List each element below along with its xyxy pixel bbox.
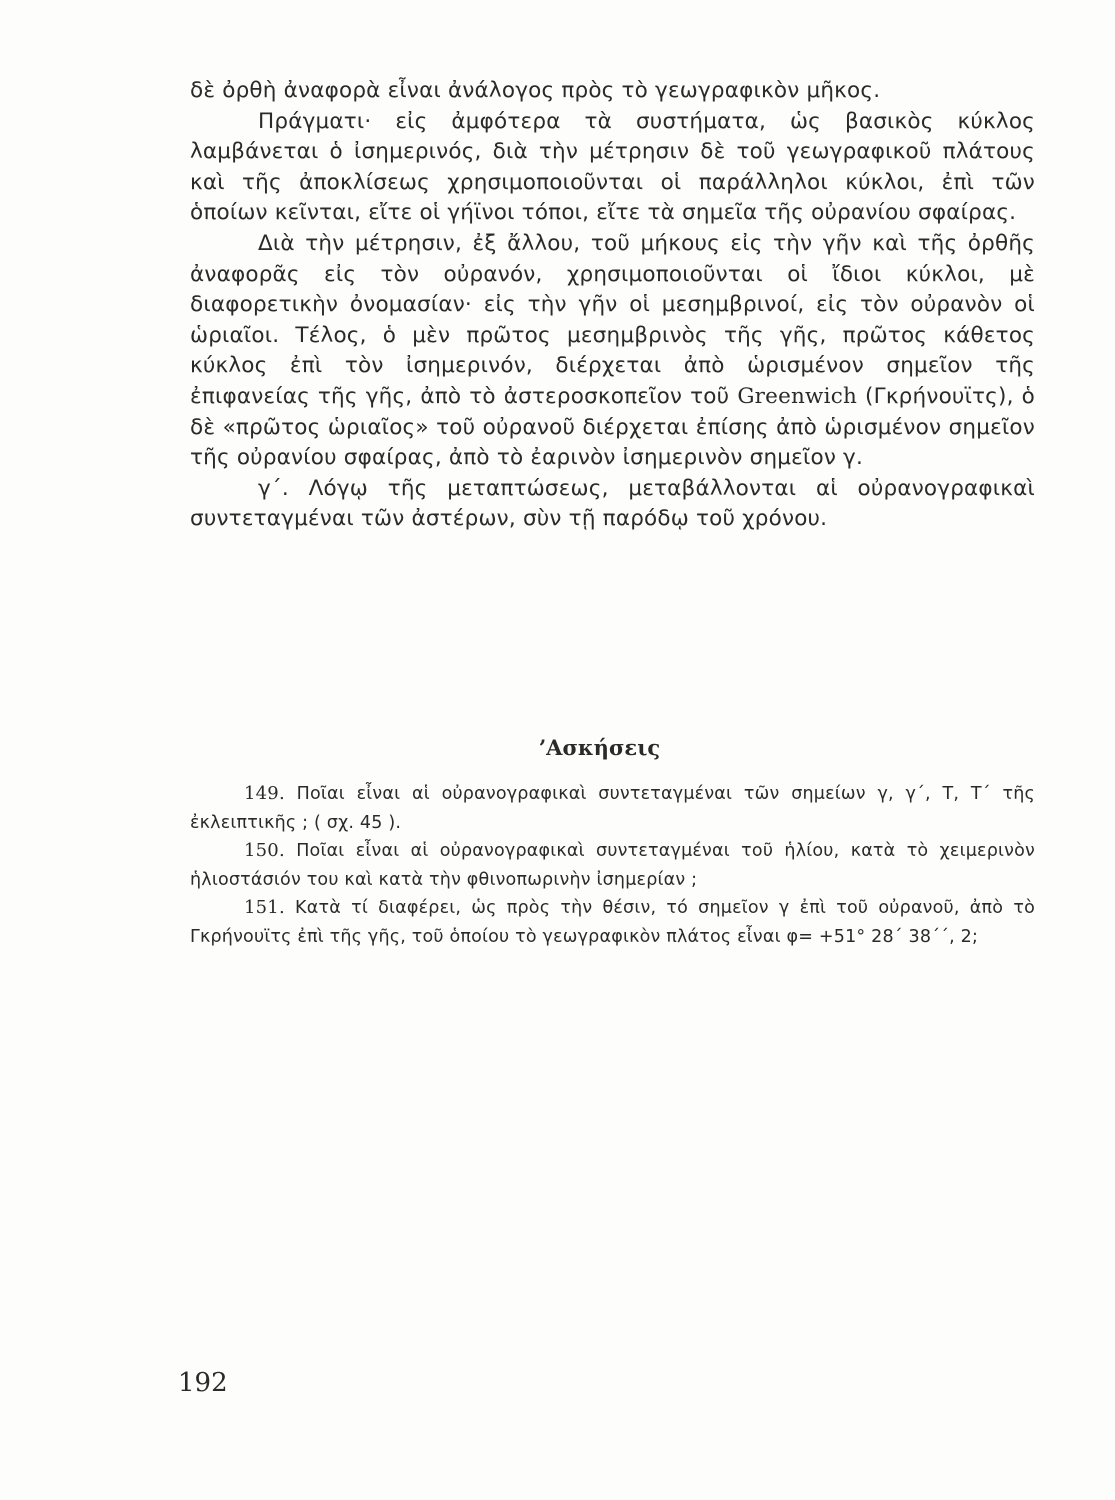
exercise-item [190, 894, 1035, 951]
paragraph-1: δὲ ὀρθὴ ἀναφορὰ εἶναι ἀνάλογος πρὸς τὸ γεωγραφικὸν μῆκος. [190, 78, 881, 103]
exercise-item [190, 780, 1035, 837]
exercises-heading-text: ’Ασκήσεις [538, 735, 661, 760]
exercises-list [190, 780, 1035, 951]
exercise-item [190, 837, 1035, 894]
exercise-text: Ποῖαι εἶναι αἱ οὐρανογραφικαὶ συντεταγμέναι τῶν σημείων γ, γ΄, Τ, Τ΄ τῆς ἐκλειπτικῆς ; ( σχ. 45 ). [190, 784, 1035, 833]
exercise-text: Κατὰ τί διαφέρει, ὡς πρὸς τὴν θέσιν, τό σημεῖον γ ἐπὶ τοῦ οὐρανοῦ, ἀπὸ τὸ Γκρήνουϊτς ἐπὶ τῆς γῆς, τοῦ ὁποίου τὸ γεωγραφικὸν πλάτος εἶναι φ= +51° 28΄ 38΄΄, 2; [190, 898, 1035, 947]
exercise-number: 151. [244, 897, 285, 918]
exercise-text: Ποῖαι εἶναι αἱ οὐρανογραφικαὶ συντεταγμέναι τοῦ ἡλίου, κατὰ τὸ χειμερινὸν ἡλιοστάσιόν του καὶ κατὰ τὴν φθινοπωρινὴν ἰσημερίαν ; [190, 841, 1035, 890]
paragraph-4: γ΄. Λόγῳ τῆς μεταπτώσεως, μεταβάλλονται αἱ οὐρανογραφικαὶ συντεταγμέναι τῶν ἀστέρων, σὺν τῇ παρόδῳ τοῦ χρόνου. [190, 475, 1035, 532]
greenwich-word: Greenwich [737, 383, 858, 409]
paragraph-3-part-2: (Γκρήνουϊτς), ὁ δὲ «πρῶτος ὡριαῖος» τοῦ οὐρανοῦ διέρχεται ἐπίσης ἀπὸ ὡρισμένον σημεῖον τῆς οὐρανίου σφαίρας, ἀπὸ τὸ ἐαρινὸν ἰσημερινὸν σημεῖον γ. [190, 383, 1035, 471]
paragraph-2: Πράγματι· εἰς ἀμφότερα τὰ συστήματα, ὡς βασικὸς κύκλος λαμβάνεται ὁ ἰσημερινός, διὰ τὴν μέτρησιν δὲ τοῦ γεωγραφικοῦ πλάτους καὶ τῆς ἀποκλίσεως χρησιμοποιοῦνται οἱ παράλληλοι κύκλοι, ἐπὶ τῶν ὁποίων κεῖνται, εἴτε οἱ γήϊνοι τόποι, εἴτε τὰ σημεῖα τῆς οὐρανίου σφαίρας. [190, 108, 1035, 226]
paragraph-3-part-1: Διὰ τὴν μέτρησιν, ἐξ ἄλλου, τοῦ μήκους εἰς τὴν γῆν καὶ τῆς ὀρθῆς ἀναφορᾶς εἰς τὸν οὐρανόν, χρησιμοποιοῦνται οἱ ἴδιοι κύκλοι, μὲ διαφορετικὴν ὀνομασίαν· εἰς τὴν γῆν οἱ μεσημβρινοί, εἰς τὸν οὐρανὸν οἱ ὡριαῖοι. Τέλος, ὁ μὲν πρῶτος μεσημβρινὸς τῆς γῆς, πρῶτος κάθετος κύκλος ἐπὶ τὸν ἰσημερινόν, διέρχεται ἀπὸ ὡρισμένον σημεῖον τῆς ἐπιφανείας τῆς γῆς, ἀπὸ τὸ ἀστεροσκοπεῖον τοῦ [190, 230, 1035, 409]
exercises-heading [0, 735, 1115, 760]
page-number: 192 [178, 1368, 228, 1398]
exercise-number: 149. [244, 783, 285, 804]
main-text [190, 76, 1035, 535]
paragraph-3 [190, 229, 1035, 474]
exercise-number: 150. [244, 840, 285, 861]
